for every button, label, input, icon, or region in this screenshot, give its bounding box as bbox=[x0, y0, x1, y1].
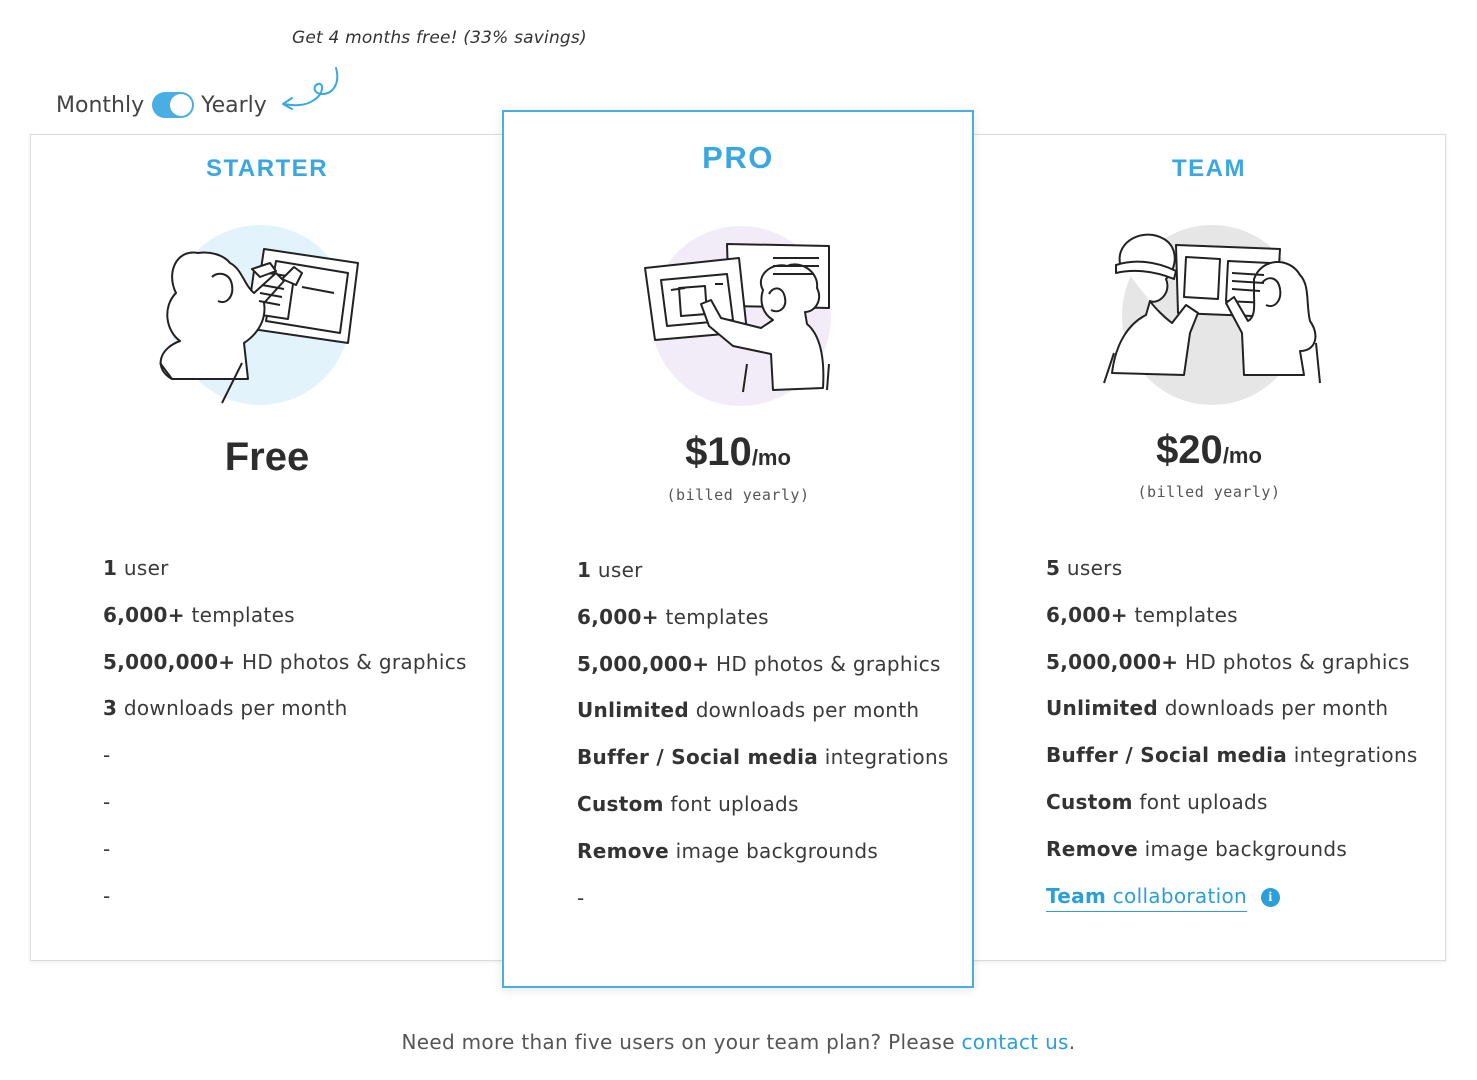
list-item: Custom font uploads bbox=[577, 791, 799, 816]
list-item: Unlimited downloads per month bbox=[1046, 696, 1389, 721]
list-item: 5 users bbox=[1046, 556, 1123, 580]
price-amount: $20 bbox=[1156, 428, 1223, 472]
price-unit: /mo bbox=[1222, 443, 1262, 468]
yearly-label[interactable]: Yearly bbox=[201, 92, 267, 118]
promo-note: Get 4 months free! (33% savings) bbox=[292, 28, 587, 48]
billing-note: (billed yearly) bbox=[666, 486, 810, 504]
curved-arrow-icon bbox=[278, 64, 344, 116]
list-item: - bbox=[103, 883, 111, 908]
list-item: Buffer / Social media integrations bbox=[577, 745, 949, 770]
list-item: - bbox=[103, 836, 111, 861]
list-item: Custom font uploads bbox=[1046, 789, 1268, 814]
feature-list bbox=[103, 556, 467, 930]
footer-note: Need more than five users on your team plan? Please contact us. bbox=[401, 1030, 1076, 1054]
price-unit: /mo bbox=[751, 445, 791, 470]
plan-price bbox=[504, 430, 972, 475]
plan-card-starter bbox=[30, 134, 504, 961]
list-item: 6,000+ templates bbox=[1046, 602, 1238, 627]
contact-us-link[interactable]: contact us bbox=[961, 1030, 1069, 1054]
list-item: Remove image backgrounds bbox=[577, 838, 879, 863]
list-item: Unlimited downloads per month bbox=[577, 698, 920, 723]
list-item: Buffer / Social media integrations bbox=[1046, 743, 1418, 768]
price-amount: $10 bbox=[685, 430, 752, 474]
woman-pinning-board-icon bbox=[152, 223, 382, 413]
list-item: 1 user bbox=[103, 556, 169, 580]
plan-name: TEAM bbox=[1172, 155, 1246, 182]
plan-price bbox=[973, 428, 1445, 473]
plan-card-pro bbox=[502, 110, 974, 988]
plan-name: PRO bbox=[702, 140, 774, 175]
list-item: 3 downloads per month bbox=[103, 696, 348, 721]
list-item: 6,000+ templates bbox=[103, 602, 295, 627]
billing-switch-knob bbox=[170, 94, 192, 116]
list-item: 5,000,000+ HD photos & graphics bbox=[1046, 649, 1410, 674]
plan-price bbox=[31, 435, 503, 480]
list-item: 5,000,000+ HD photos & graphics bbox=[577, 651, 941, 676]
info-icon[interactable]: i bbox=[1261, 888, 1280, 907]
list-item: Remove image backgrounds bbox=[1046, 836, 1348, 861]
team-collaboration-link[interactable]: Team collaboration bbox=[1046, 884, 1247, 912]
feature-list bbox=[1046, 556, 1418, 930]
plan-name: STARTER bbox=[205, 155, 329, 182]
list-item: 6,000+ templates bbox=[577, 604, 769, 629]
list-item bbox=[1046, 884, 1418, 931]
billing-switch[interactable] bbox=[152, 92, 194, 118]
list-item: 1 user bbox=[577, 558, 643, 582]
list-item: - bbox=[103, 743, 111, 768]
list-item: - bbox=[577, 885, 585, 910]
billing-note: (billed yearly) bbox=[1137, 483, 1281, 501]
feature-list bbox=[577, 558, 949, 932]
team-discussing-board-icon bbox=[1094, 223, 1324, 413]
list-item: 5,000,000+ HD photos & graphics bbox=[103, 649, 467, 674]
list-item: - bbox=[103, 789, 111, 814]
monthly-label[interactable]: Monthly bbox=[56, 92, 145, 118]
plan-card-team bbox=[972, 134, 1446, 961]
billing-toggle[interactable] bbox=[56, 88, 267, 122]
price-amount: Free bbox=[224, 435, 310, 479]
man-arranging-boards-icon bbox=[623, 224, 853, 414]
